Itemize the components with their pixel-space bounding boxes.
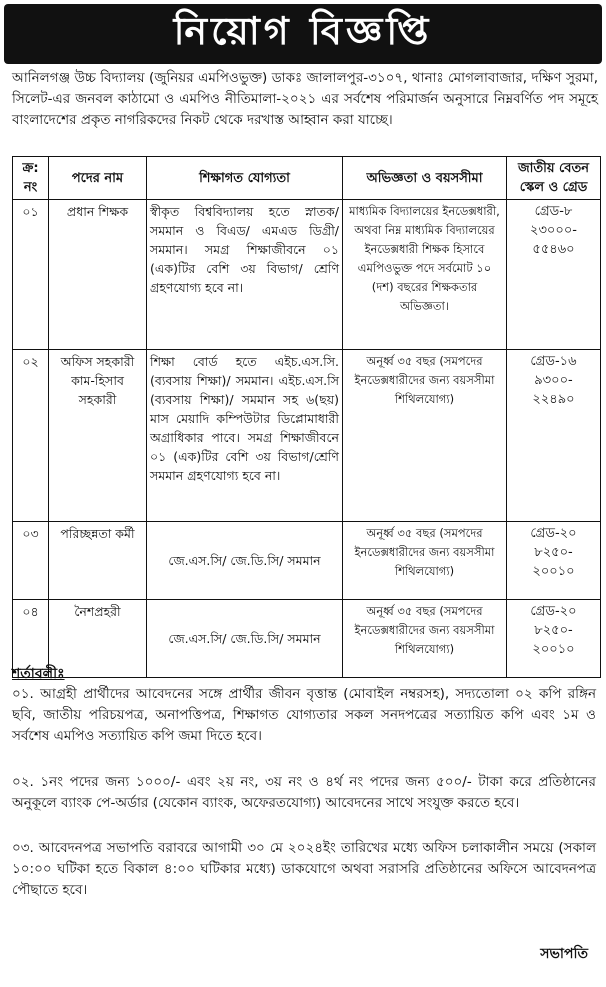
row-serial: ০৪	[13, 600, 49, 678]
intro-paragraph: আনিলগঞ্জ উচ্চ বিদ্যালয় (জুনিয়র এমপিওভুক্ত) ডাকঃ জালালপুর-৩১০৭, থানাঃ মোগলাবাজার, দক্ষিণ সুরমা, সিলেট-এর জনবল কাঠামো ও এমপিও নীতিমালা-২০২১ এর সর্বশেষ পরিমার্জন অনুসারে নিম্নবর্ণিত পদ সমূহে বাংলাদেশের প্রকৃত নাগরিকদের নিকট থেকে দরখাস্ত আহ্বান করা যাচ্ছে।	[12, 70, 598, 128]
row-grade	[507, 200, 601, 350]
row-post: প্রধান শিক্ষক	[49, 200, 147, 350]
scale-start: ৮২৫০-	[534, 545, 573, 560]
grade-label: গ্রেড-২০	[530, 604, 577, 619]
row-serial: ০৩	[13, 522, 49, 600]
header-experience: অভিজ্ঞতা ও বয়সসীমা	[343, 157, 507, 200]
job-circular	[4, 4, 602, 982]
scale-start: ৯৩০০-	[534, 373, 573, 388]
row-serial: ০১	[13, 200, 49, 350]
table-row	[13, 350, 601, 522]
grade-label: গ্রেড-১৬	[530, 354, 577, 369]
row-education: স্বীকৃত বিশ্ববিদ্যালয় হতে স্নাতক/ সমমান ও বিএড/ এমএড ডিগ্রী/ সমমান। সমগ্র শিক্ষাজীবনে ০১ (এক)টির বেশি ৩য় বিভাগ/ শ্রেণি গ্রহণযোগ্য হবে না।	[147, 200, 343, 350]
row-serial: ০২	[13, 350, 49, 522]
scale-end: ২০০১০	[532, 564, 575, 579]
condition-item: ০১. আগ্রহী প্রার্থীদের আবেদনের সঙ্গে প্রার্থীর জীবন বৃত্তান্ত (মোবাইল নম্বরসহ), সদ্যতোলা ০২ কপি রঙ্গিন ছবি, জাতীয় পরিচয়পত্র, অনাপত্তিপত্র, শিক্ষাগত যোগ্যতার সকল সনদপত্রের সত্যায়িত কপি এবং ১ম ও সর্বশেষ এমপিও সত্যায়িত কপি জমা দিতে হবে।	[12, 686, 596, 744]
table-header-row	[13, 157, 601, 200]
signature-president: সভাপতি	[540, 946, 588, 962]
row-grade	[507, 350, 601, 522]
row-education: শিক্ষা বোর্ড হতে এইচ.এস.সি. (ব্যবসায় শিক্ষা)/ সমমান। এইচ.এস.সি (ব্যবসায় শিক্ষা)/ সমমান সহ ৬(ছয়) মাস মেয়াদি কম্পিউটার ডিপ্লোমাধারী অগ্রাধিকার পাবে। সমগ্র শিক্ষাজীবনে ০১ (এক)টির বেশি ৩য় বিভাগ/শ্রেণি সমমান গ্রহণযোগ্য হবে না।	[147, 350, 343, 522]
table-row	[13, 522, 601, 600]
posts-table	[12, 156, 601, 678]
row-post: নৈশপ্রহরী	[49, 600, 147, 678]
table-row	[13, 600, 601, 678]
scale-end: ৫৫৪৬০	[532, 242, 575, 257]
row-experience: অনূর্ধ্ব ৩৫ বছর (সমপদের ইনডেক্সধারীদের জন্য বয়সসীমা শিথিলযোগ্য)	[343, 522, 507, 600]
conditions-title: শর্তাবলীঃ	[12, 666, 65, 682]
row-education: জে.এস.সি/ জে.ডি.সি/ সমমান	[147, 522, 343, 600]
row-experience: অনূর্ধ্ব ৩৫ বছর (সমপদের ইনডেক্সধারীদের জন্য বয়সসীমা শিথিলযোগ্য)	[343, 350, 507, 522]
row-education: জে.এস.সি/ জে.ডি.সি/ সমমান	[147, 600, 343, 678]
title-banner	[4, 4, 602, 64]
header-post: পদের নাম	[49, 157, 147, 200]
scale-end: ২০০১০	[532, 642, 575, 657]
table-row	[13, 200, 601, 350]
header-serial: ক্র: নং	[13, 157, 49, 200]
condition-item: ০৩. আবেদনপত্র সভাপতি বরাবরে আগামী ৩০ মে ২০২৪ইং তারিখের মধ্যে অফিস চলাকালীন সময়ে (সকাল ১০:০০ ঘটিকা হতে বিকাল ৪:০০ ঘটিকার মধ্যে) ডাকযোগে অথবা সরাসরি প্রতিষ্ঠানের অফিসে আবেদনপত্র পৌছাতে হবে।	[12, 840, 596, 898]
row-post: অফিস সহকারী কাম-হিসাব সহকারী	[49, 350, 147, 522]
grade-label: গ্রেড-২০	[530, 526, 577, 541]
scale-end: ২২৪৯০	[532, 392, 575, 407]
scale-start: ৮২৫০-	[534, 623, 573, 638]
row-post: পরিচ্ছন্নতা কর্মী	[49, 522, 147, 600]
header-education: শিক্ষাগত যোগ্যতা	[147, 157, 343, 200]
scale-start: ২৩০০০-	[530, 223, 577, 238]
header-grade: জাতীয় বেতন স্কেল ও গ্রেড	[507, 157, 601, 200]
row-grade	[507, 600, 601, 678]
condition-item: ০২. ১নং পদের জন্য ১০০০/- এবং ২য় নং, ৩য় নং ও ৪র্থ নং পদের জন্য ৫০০/- টাকা করে প্রতিষ্ঠানের অনুকূলে ব্যাংক পে-অর্ডার (যেকোন ব্যাংক, অফেরতযোগ্য) আবেদনের সাথে সংযুক্ত করতে হবে।	[12, 774, 596, 811]
notice-title: নিয়োগ বিজ্ঞপ্তি	[173, 8, 433, 53]
row-grade	[507, 522, 601, 600]
grade-label: গ্রেড-৮	[534, 204, 573, 219]
row-experience: মাধ্যমিক বিদ্যালয়ের ইনডেক্সধারী, অথবা নিম্ন মাধ্যমিক বিদ্যালয়ের ইনডেক্সধারী শিক্ষক হিসাবে এমপিওভুক্ত পদে সর্বমোট ১০ (দশ) বছরের শিক্ষকতার অভিজ্ঞতা।	[343, 200, 507, 350]
row-experience: অনূর্ধ্ব ৩৫ বছর (সমপদের ইনডেক্সধারীদের জন্য বয়সসীমা শিথিলযোগ্য)	[343, 600, 507, 678]
